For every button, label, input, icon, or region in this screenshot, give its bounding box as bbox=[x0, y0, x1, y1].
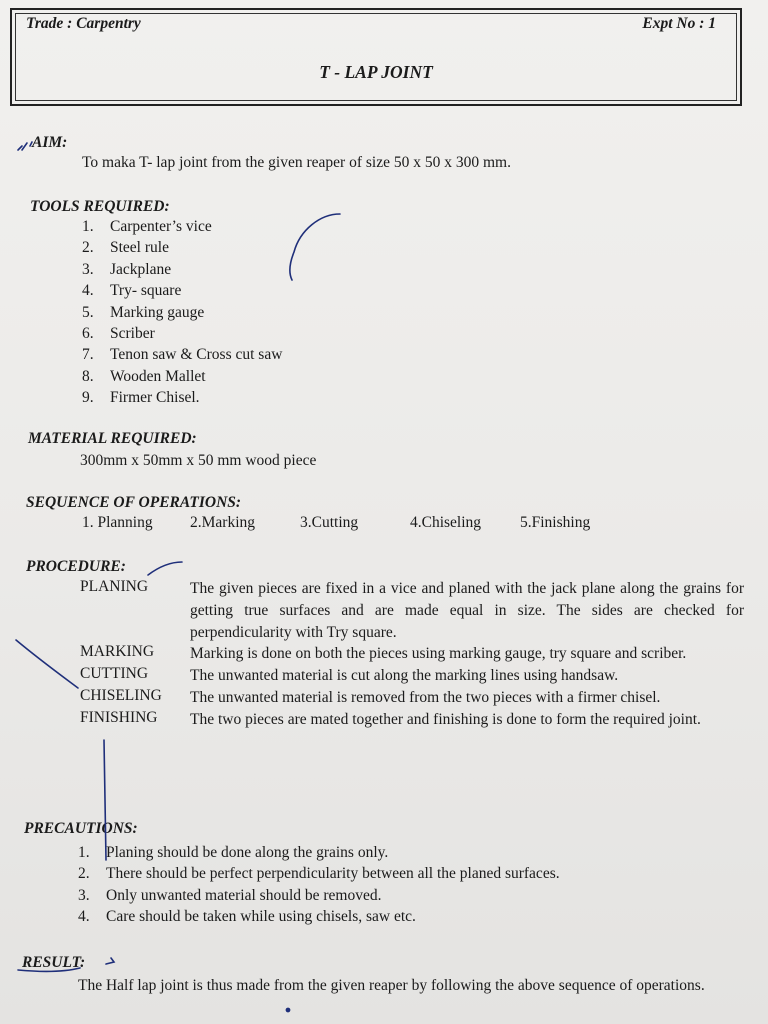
procedure-step-name: CHISELING bbox=[80, 686, 162, 704]
precaution-item bbox=[78, 863, 560, 884]
sequence-step: 4.Chiseling bbox=[410, 514, 482, 531]
precaution-item bbox=[78, 885, 560, 906]
tool-item bbox=[82, 344, 282, 365]
pen-arrow-result bbox=[106, 958, 114, 964]
tool-label: Steel rule bbox=[110, 239, 169, 257]
procedure-row bbox=[80, 643, 744, 665]
header-box bbox=[10, 8, 742, 106]
tools-heading: TOOLS REQUIRED: bbox=[30, 198, 170, 215]
tool-label: Scriber bbox=[110, 324, 155, 342]
precaution-label: Care should be taken while using chisels, saw etc. bbox=[106, 908, 416, 926]
tool-item bbox=[82, 237, 282, 258]
procedure-step-text: The given pieces are fixed in a vice and planed with the jack plane along the grains for getting true surfaces and are made equal in size. The sides are checked for perpendicularity with Try square. bbox=[190, 580, 744, 641]
sequence-heading: SEQUENCE OF OPERATIONS: bbox=[26, 494, 242, 511]
result-heading: RESULT: bbox=[22, 954, 86, 971]
experiment-number: Expt No : 1 bbox=[642, 15, 716, 32]
tool-label: Tenon saw & Cross cut saw bbox=[110, 346, 283, 364]
material-text: 300mm x 50mm x 50 mm wood piece bbox=[80, 452, 317, 469]
result-text: The Half lap joint is thus made from the given reaper by following the above sequence of operations. bbox=[78, 977, 705, 994]
precaution-number: 4. bbox=[78, 908, 90, 926]
precaution-number: 3. bbox=[78, 886, 90, 904]
tool-number: 1. bbox=[82, 218, 94, 235]
pen-dot bbox=[286, 1008, 289, 1011]
precaution-number: 2. bbox=[78, 865, 90, 883]
procedure-row bbox=[80, 578, 744, 643]
tool-number: 3. bbox=[82, 260, 94, 278]
tool-item bbox=[82, 366, 282, 387]
tool-item bbox=[82, 216, 282, 237]
tool-number: 8. bbox=[82, 367, 94, 385]
document-title: T - LAP JOINT bbox=[319, 62, 433, 82]
precaution-item bbox=[78, 842, 560, 863]
procedure-step-text: The unwanted material is cut along the marking lines using handsaw. bbox=[190, 667, 619, 685]
procedure-step-name: FINISHING bbox=[80, 708, 158, 726]
procedure-row bbox=[80, 665, 744, 687]
precaution-number: 1. bbox=[78, 844, 90, 861]
procedure-heading: PROCEDURE: bbox=[26, 558, 126, 575]
tool-number: 5. bbox=[82, 303, 94, 321]
precaution-label: There should be perfect perpendicularity between all the planed surfaces. bbox=[106, 865, 560, 883]
precaution-item bbox=[78, 906, 560, 927]
tool-item bbox=[82, 259, 282, 280]
tool-label: Wooden Mallet bbox=[110, 367, 206, 385]
pen-check-tools bbox=[290, 214, 340, 280]
procedure-row bbox=[80, 687, 744, 709]
tool-label: Marking gauge bbox=[110, 303, 205, 321]
procedure-step-text: The two pieces are mated together and finishing is done to form the required joint. bbox=[190, 710, 701, 728]
sequence-step: 3.Cutting bbox=[300, 514, 359, 531]
aim-text: To maka T- lap joint from the given reaper of size 50 x 50 x 300 mm. bbox=[82, 154, 511, 171]
procedure-step-name: MARKING bbox=[80, 643, 155, 661]
precaution-label: Only unwanted material should be removed. bbox=[106, 886, 382, 904]
tools-list bbox=[82, 216, 282, 409]
tool-label: Jackplane bbox=[110, 260, 172, 278]
procedure-step-name: CUTTING bbox=[80, 665, 149, 683]
pen-tick-aim bbox=[18, 142, 32, 150]
tool-item bbox=[82, 323, 282, 344]
tool-number: 2. bbox=[82, 239, 94, 257]
material-heading: MATERIAL REQUIRED: bbox=[28, 430, 197, 447]
precautions-list bbox=[78, 842, 560, 928]
precautions-heading: PRECAUTIONS: bbox=[24, 820, 138, 837]
tool-item bbox=[82, 302, 282, 323]
tool-item bbox=[82, 280, 282, 301]
aim-heading: AIM: bbox=[32, 134, 68, 151]
procedure-step-text: The unwanted material is removed from the two pieces with a firmer chisel. bbox=[190, 688, 661, 706]
tool-label: Try- square bbox=[110, 282, 182, 300]
sequence-step: 2.Marking bbox=[190, 514, 256, 531]
tool-label: Carpenter’s vice bbox=[110, 218, 212, 235]
tool-number: 9. bbox=[82, 389, 94, 407]
trade-label: Trade : Carpentry bbox=[26, 15, 141, 32]
procedure-steps bbox=[80, 578, 744, 731]
sequence-step: 1. Planning bbox=[82, 514, 153, 531]
precaution-label: Planing should be done along the grains only. bbox=[106, 844, 389, 861]
pen-line-marking bbox=[16, 640, 78, 688]
tool-number: 6. bbox=[82, 324, 94, 342]
procedure-step-name: PLANING bbox=[80, 578, 149, 595]
tool-label: Firmer Chisel. bbox=[110, 389, 200, 407]
procedure-row bbox=[80, 709, 744, 731]
tool-number: 7. bbox=[82, 346, 94, 364]
procedure-step-text: Marking is done on both the pieces using marking gauge, try square and scriber. bbox=[190, 645, 687, 663]
tool-number: 4. bbox=[82, 282, 94, 300]
sequence-step: 5.Finishing bbox=[520, 514, 591, 531]
pen-mark-procedure bbox=[148, 562, 182, 575]
tool-item bbox=[82, 387, 282, 408]
